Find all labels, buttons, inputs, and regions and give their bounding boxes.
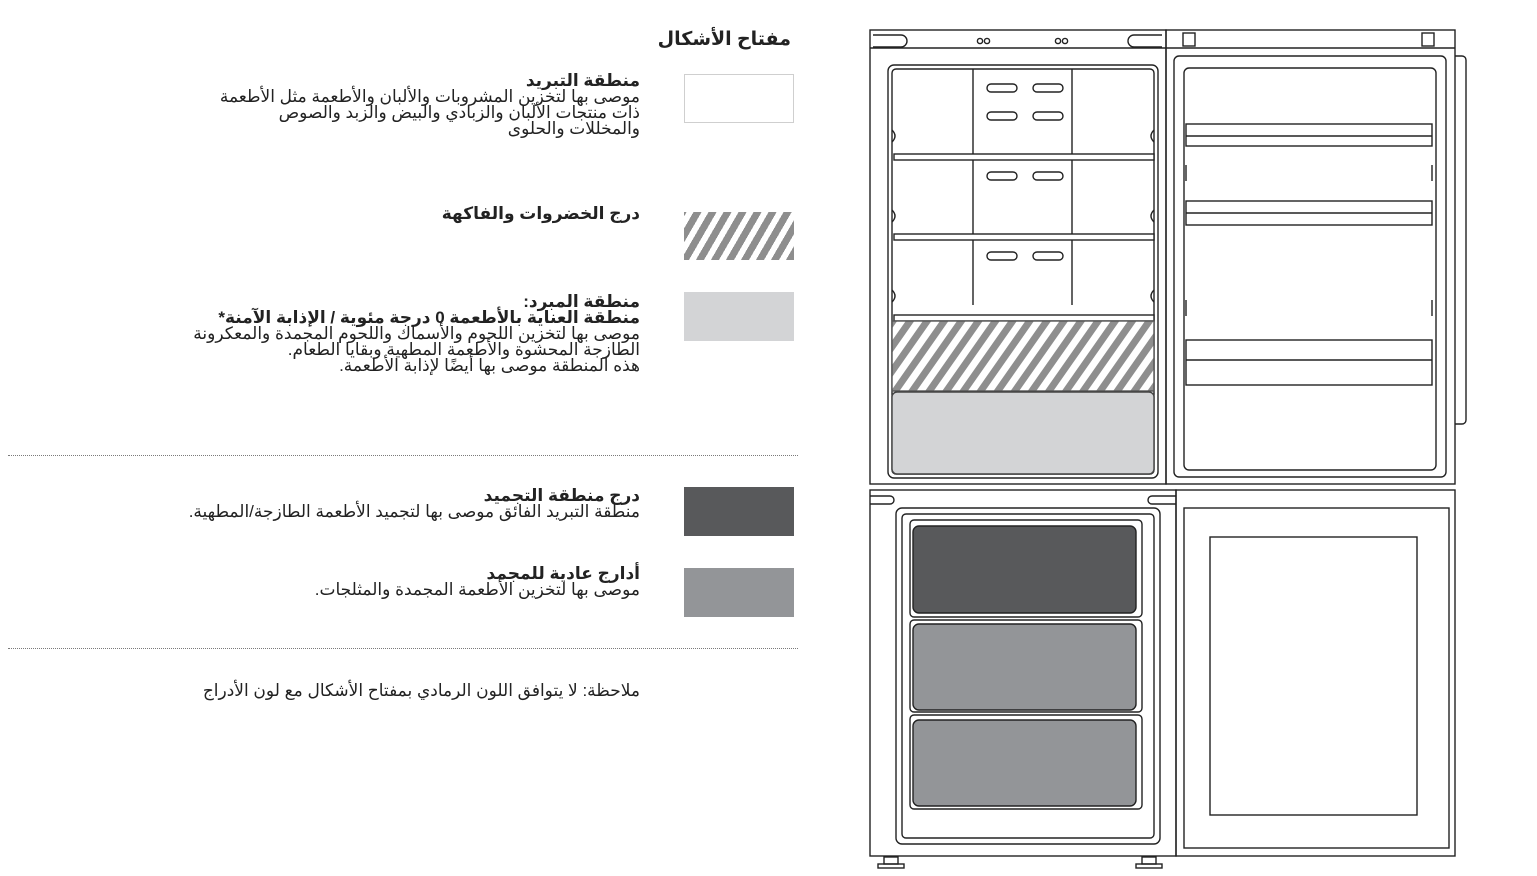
hinge-left — [873, 35, 907, 47]
entry-description-line: هذه المنطقة موصى بها أيضًا لإذابة الأطعمة. — [339, 356, 640, 375]
divider — [8, 455, 798, 456]
swatch-vegetable-drawer — [684, 212, 794, 260]
entry-description-line: ذات منتجات الألبان والزبادي والبيض والزبد والصوص — [278, 103, 640, 122]
glass-shelf — [894, 154, 1154, 321]
hinge-right — [1128, 35, 1162, 47]
entry-title: منطقة المبرد: — [523, 292, 640, 311]
swatch-freezer-zone-drawer — [684, 487, 794, 536]
freezer-door — [1176, 490, 1455, 856]
freezer-door-liner — [1210, 537, 1417, 815]
freezer-zone-drawer — [913, 526, 1136, 613]
entry-subtitle: منطقة العناية بالأطعمة 0 درجة مئوية / الإذابة الآمنة* — [218, 308, 640, 327]
swatch-regular-freezer-drawers — [684, 568, 794, 617]
door-gasket — [1455, 56, 1466, 424]
vegetable-fruit-drawer — [892, 321, 1154, 391]
control-dot — [1062, 38, 1067, 43]
legend-entry-regular-freezer-drawers — [315, 566, 640, 598]
legend-title: مفتاح الأشكال — [657, 29, 791, 50]
freezer-door-panel — [1184, 508, 1449, 848]
foot — [878, 857, 1162, 868]
legend-note: ملاحظة: لا يتوافق اللون الرمادي بمفتاح الأشكال مع لون الأدراج — [202, 681, 640, 700]
entry-description-line: والمخللات والحلوى — [507, 119, 640, 138]
door-balcony — [1186, 124, 1432, 385]
divider — [8, 648, 798, 649]
entry-title: منطقة التبريد — [525, 71, 640, 90]
control-dot — [977, 38, 982, 43]
legend-entry-freezer-zone-drawer — [189, 488, 640, 520]
swatch-cooling-zone — [684, 74, 794, 123]
legend-entry-cooling-zone — [220, 73, 640, 137]
entry-description-line: منطقة التبريد الفائق موصى بها لتجميد الأطعمة الطازجة/المطهية. — [188, 502, 640, 521]
entry-description-line: موصى بها لتخزين المشروبات والألبان والأطعمة مثل الأطعمة — [219, 87, 640, 106]
entry-description-line: الطازجة المحشوة والأطعمة المطهية وبقايا الطعام. — [287, 340, 640, 359]
freezer-drawer — [913, 720, 1136, 806]
legend-entry-vegetable-drawer — [442, 206, 640, 222]
fridge-diagram — [840, 0, 1470, 876]
swatch-chiller-zone — [684, 292, 794, 341]
entry-title: أدارج عادية للمجمد — [486, 564, 640, 583]
chiller-zone — [892, 392, 1154, 474]
freezer-drawer — [913, 624, 1136, 710]
entry-description-line: موصى بها لتخزين الأطعمة المجمدة والمثلجات. — [314, 580, 640, 599]
entry-description-line: موصى بها لتخزين اللحوم والأسماك واللحوم المجمدة والمعكرونة — [193, 324, 640, 343]
fridge-door — [1166, 30, 1455, 484]
control-dot — [984, 38, 989, 43]
entry-title: درج منطقة التجميد — [483, 486, 640, 505]
control-dot — [1055, 38, 1060, 43]
entry-title: درج الخضروات والفاكهة — [441, 204, 640, 223]
legend-entry-chiller-zone — [193, 294, 640, 374]
freezer-hinge — [870, 496, 894, 504]
